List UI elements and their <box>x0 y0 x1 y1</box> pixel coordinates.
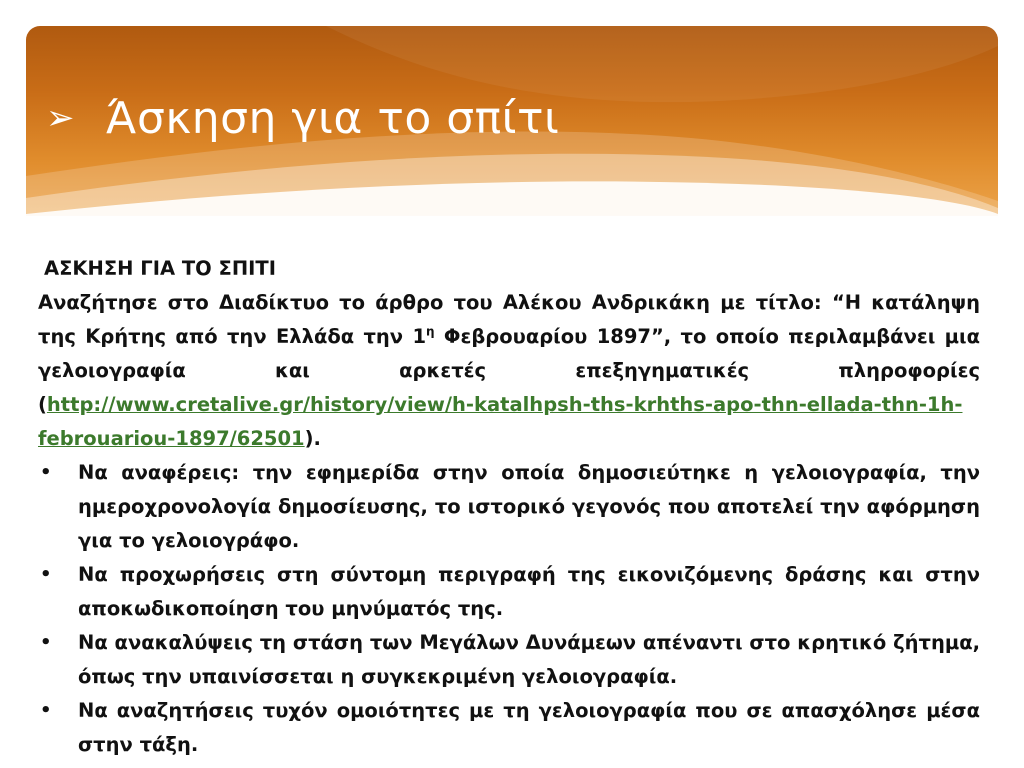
task-list <box>38 456 980 762</box>
bullet-icon: • <box>40 632 52 653</box>
article-link[interactable]: http://www.cretalive.gr/history/view/h-katalhpsh-ths-krhths-apo-thn-ellada-thn-1h-febrouariou-1897/62501 <box>38 393 963 450</box>
bullet-icon: • <box>40 564 52 585</box>
intro-text-continued: Φεβρουαρίου 1897”, το οποίο περιλαμβάνει μια γελοιογραφία και αρκετές επεξηγηματικές πληροφορίες ( <box>38 325 980 416</box>
intro-paragraph <box>38 286 980 456</box>
list-item <box>38 558 980 626</box>
list-item-text: Να ανακαλύψεις τη στάση των Μεγάλων Δυνάμεων απέναντι στο κρητικό ζήτημα, όπως την υπαινίσσεται η συγκεκριμένη γελοιογραφία. <box>78 631 980 688</box>
ordinal-superscript: η <box>426 324 435 339</box>
list-item <box>38 694 980 762</box>
list-item-text: Να αναφέρεις: την εφημερίδα στην οποία δημοσιεύτηκε η γελοιογραφία, την ημεροχρονολογία δημοσίευσης, το ιστορικό γεγονός που αποτελεί την αφόρμηση για το γελοιογράφο. <box>78 461 980 552</box>
bullet-icon: • <box>40 462 52 483</box>
title-banner <box>26 26 998 216</box>
section-heading: ΑΣΚΗΣΗ ΓΙΑ ΤΟ ΣΠΙΤΙ <box>44 257 276 280</box>
slide-title: Άσκηση για το σπίτι <box>106 92 560 144</box>
title-row <box>46 88 559 148</box>
list-item-text: Να αναζητήσεις τυχόν ομοιότητες με τη γελοιογραφία που σε απασχόλησε μέσα στην τάξη. <box>78 699 980 756</box>
list-item <box>38 456 980 558</box>
list-item-text: Να προχωρήσεις στη σύντομη περιγραφή της εικονιζόμενης δράσης και στην αποκωδικοποίηση του μηνύματός της. <box>78 563 980 620</box>
intro-text: Αναζήτησε στο Διαδίκτυο το άρθρο του Αλέκου Ανδρικάκη με τίτλο: “Η κατάληψη της Κρήτης από την Ελλάδα την 1 <box>38 291 980 348</box>
intro-close: ). <box>304 427 321 450</box>
list-item <box>38 626 980 694</box>
slide-body <box>38 252 980 762</box>
bullet-icon: • <box>40 700 52 721</box>
arrow-bullet-icon: ➢ <box>46 98 75 138</box>
